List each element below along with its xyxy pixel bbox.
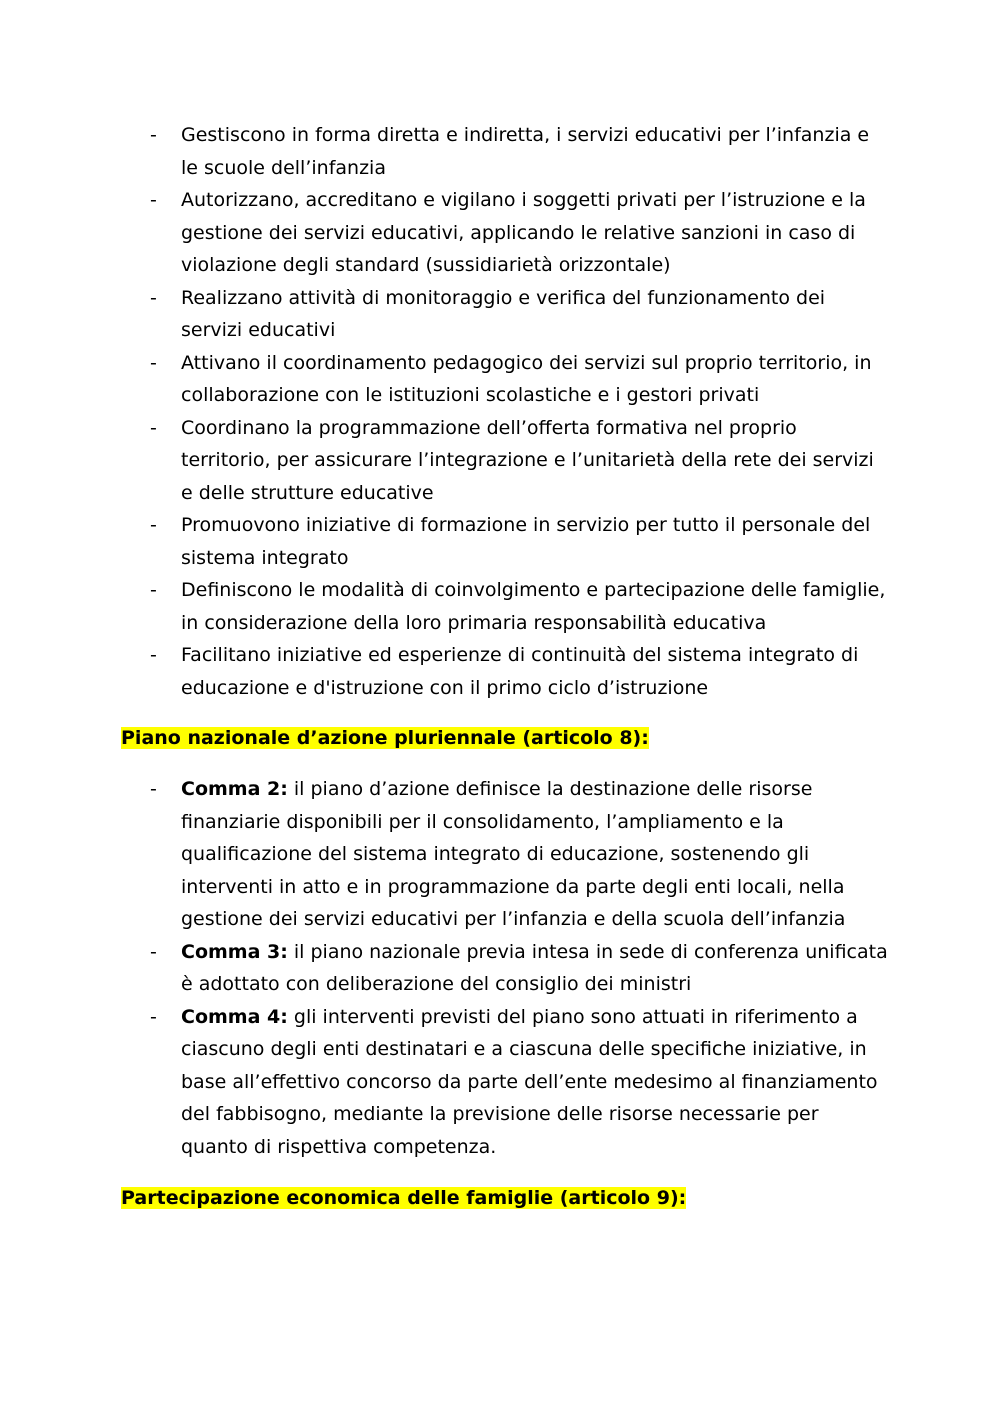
bullet-dash: - <box>150 514 157 536</box>
list-item <box>150 184 890 282</box>
bullet-dash: - <box>150 579 157 601</box>
highlighted-heading-text: Piano nazionale d’azione pluriennale (articolo 8): <box>121 727 649 749</box>
list-item <box>150 412 890 510</box>
bullet-dash: - <box>150 644 157 666</box>
list-item-text: Promuovono iniziative di formazione in servizio per tutto il personale del sistema integrato <box>181 514 871 569</box>
list-item <box>150 1001 890 1164</box>
comma-list <box>150 773 890 1163</box>
responsibilities-list <box>150 119 890 704</box>
list-item <box>150 936 890 1001</box>
bullet-dash: - <box>150 416 157 439</box>
comma-text: gli interventi previsti del piano sono attuati in riferimento a ciascuno degli enti destinatari e a ciascuna delle specifiche iniziative, in base all’effettivo concorso da parte dell’ente medesimo al finanziamento del fabbisogno, mediante la previsione delle risorse necessarie per quanto di rispettiva competenza. <box>181 1005 878 1158</box>
comma-text: il piano nazionale previa intesa in sede di conferenza unificata è adottato con deliberazione del consiglio dei ministri <box>181 940 888 995</box>
comma-label: Comma 3: <box>181 940 288 963</box>
list-item-text: Facilitano iniziative ed esperienze di continuità del sistema integrato di educazione e d'istruzione con il primo ciclo d’istruzione <box>181 644 859 699</box>
list-item <box>150 509 890 574</box>
list-item <box>150 773 890 936</box>
list-item <box>150 574 890 639</box>
bullet-dash: - <box>150 286 157 309</box>
bullet-dash: - <box>150 124 157 146</box>
section-heading-piano-nazionale <box>121 725 649 751</box>
list-item-text <box>181 773 890 936</box>
list-item-text <box>181 1001 890 1164</box>
bullet-dash: - <box>150 189 157 211</box>
list-item <box>150 282 890 347</box>
list-item <box>150 119 890 184</box>
list-item-text: Realizzano attività di monitoraggio e verifica del funzionamento dei servizi educativi <box>181 286 826 341</box>
list-item-text: Attivano il coordinamento pedagogico dei servizi sul proprio territorio, in collaborazione con le istituzioni scolastiche e i gestori privati <box>181 351 872 406</box>
highlighted-heading-text: Partecipazione economica delle famiglie (articolo 9): <box>121 1187 687 1209</box>
list-item <box>150 639 890 704</box>
list-item-text: Coordinano la programmazione dell’offerta formativa nel proprio territorio, per assicurare l’integrazione e l’unitarietà della rete dei servizi e delle strutture educative <box>181 416 874 504</box>
bullet-dash: - <box>150 778 157 800</box>
list-item-text <box>181 936 890 1001</box>
bullet-dash: - <box>150 351 157 374</box>
section-heading-partecipazione-economica <box>121 1185 686 1211</box>
bullet-dash: - <box>150 1005 157 1028</box>
bullet-dash: - <box>150 940 157 963</box>
list-item-text: Definiscono le modalità di coinvolgimento e partecipazione delle famiglie, in considerazione della loro primaria responsabilità educativa <box>181 579 886 634</box>
list-item-text: Gestiscono in forma diretta e indiretta, i servizi educativi per l’infanzia e le scuole dell’infanzia <box>181 124 870 179</box>
comma-label: Comma 4: <box>181 1005 288 1028</box>
list-item <box>150 347 890 412</box>
list-item-text: Autorizzano, accreditano e vigilano i soggetti privati per l’istruzione e la gestione dei servizi educativi, applicando le relative sanzioni in caso di violazione degli standard (sussidiarietà orizzontale) <box>181 189 866 276</box>
comma-label: Comma 2: <box>181 778 288 800</box>
comma-text: il piano d’azione definisce la destinazione delle risorse finanziarie disponibili per il consolidamento, l’ampliamento e la qualificazione del sistema integrato di educazione, sostenendo gli interventi in atto e in programmazione da parte degli enti locali, nella gestione dei servizi educativi per l’infanzia e della scuola dell’infanzia <box>181 778 846 930</box>
